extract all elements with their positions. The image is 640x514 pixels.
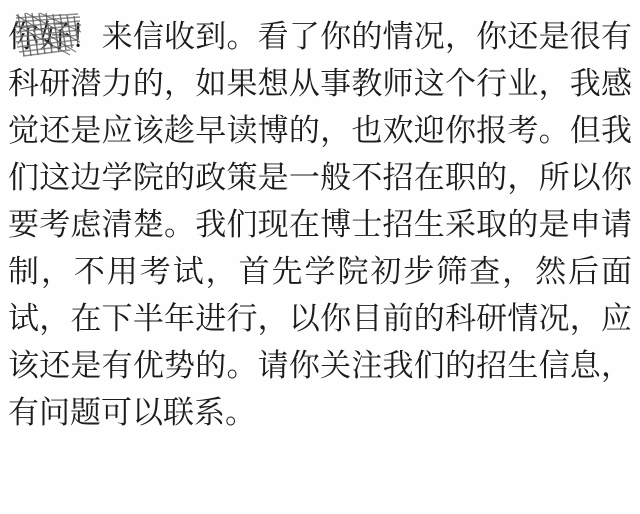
page-bottom-margin bbox=[0, 496, 640, 514]
message-body-text: 你好！来信收到。看了你的情况，你还是很有科研潜力的，如果想从事教师这个行业，我感觉还是应该趁早读博的，也欢迎你报考。但我们这边学院的政策是一般不招在职的，所以你要考虑清楚。我们现在博士招生采取的是申请制，不用考试，首先学院初步筛查，然后面试，在下半年进行，以你目前的科研情况，应该还是有优势的。请你关注我们的招生信息，有问题可以联系。 bbox=[8, 19, 632, 431]
